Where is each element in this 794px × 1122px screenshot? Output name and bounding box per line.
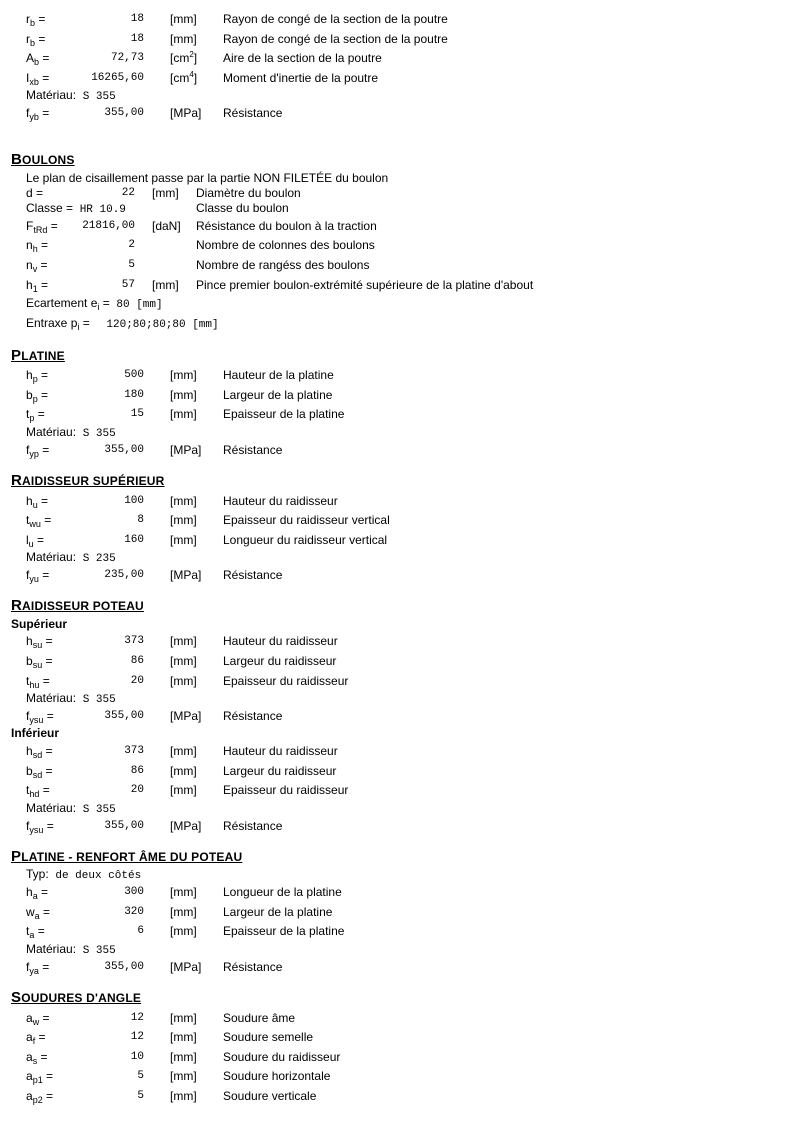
material-label: Matériau: S 235 <box>26 550 116 565</box>
param-value: 120;80;80;80 [mm] <box>106 319 219 331</box>
param-value: 16265,60 <box>91 72 144 84</box>
type-value: de deux côtés <box>55 870 142 882</box>
param-unit: [mm] <box>170 654 197 668</box>
material-row <box>0 691 794 709</box>
param-value: 15 <box>130 408 144 420</box>
param-symbol: $n_h$ = <box>26 238 49 254</box>
param-description: Résistance <box>223 960 283 974</box>
param-symbol: $a_s$ = <box>26 1050 48 1066</box>
param-unit: [MPa] <box>170 819 202 833</box>
param-symbol: $t_{hu}$ = <box>26 674 50 690</box>
param-symbol: $h_{su}$ = <box>26 634 53 650</box>
param-value: 5 <box>137 1090 144 1102</box>
param-row <box>0 51 794 69</box>
param-row <box>0 819 794 837</box>
param-value: 160 <box>124 534 144 546</box>
param-row <box>0 407 794 425</box>
param-symbol: $a_{p1}$ = <box>26 1069 54 1085</box>
material-label: Matériau: S 355 <box>26 425 116 440</box>
param-row <box>0 388 794 406</box>
param-symbol: $a_{p2}$ = <box>26 1089 54 1105</box>
param-value: 18 <box>130 33 144 45</box>
param-symbol: d = <box>26 186 44 200</box>
param-unit: [mm] <box>170 744 197 758</box>
material-value: S 355 <box>82 694 116 706</box>
param-value: 500 <box>124 369 144 381</box>
param-unit: [mm] <box>152 186 179 200</box>
param-value: 86 <box>130 765 144 777</box>
param-row <box>0 960 794 978</box>
param-unit: [mm] <box>170 783 197 797</box>
material-value: S 355 <box>82 428 116 440</box>
param-value: 22 <box>121 187 135 199</box>
param-description: Résistance <box>223 443 283 457</box>
param-symbol: $f_{ysu}$ = <box>26 709 54 725</box>
boulons-note: Le plan de cisaillement passe par la partie NON FILETÉE du boulon <box>26 171 389 185</box>
param-row <box>0 905 794 923</box>
param-value: 355,00 <box>104 107 144 119</box>
param-description: Longueur de la platine <box>223 885 342 899</box>
param-row <box>0 885 794 903</box>
material-label: Matériau: S 355 <box>26 942 116 957</box>
param-value: 6 <box>137 925 144 937</box>
param-value: 300 <box>124 886 144 898</box>
param-row <box>0 1030 794 1048</box>
param-row <box>0 296 794 314</box>
param-unit: [mm] <box>170 1050 197 1064</box>
param-description: Aire de la section de la poutre <box>223 51 382 65</box>
param-row <box>0 1069 794 1087</box>
param-row <box>0 1089 794 1107</box>
param-symbol: $n_v$ = <box>26 258 48 274</box>
param-unit: [mm] <box>170 407 197 421</box>
param-value: 20 <box>130 675 144 687</box>
param-symbol: $r_b$ = <box>26 32 46 48</box>
param-row <box>0 368 794 386</box>
param-row <box>0 654 794 672</box>
material-label: Matériau: S 355 <box>26 88 116 103</box>
param-description: Classe du boulon <box>196 201 289 215</box>
param-symbol: $f_{yp}$ = <box>26 443 50 459</box>
param-unit: [MPa] <box>170 960 202 974</box>
param-unit: [mm] <box>170 1030 197 1044</box>
section-heading-platine-renfort: PLATINE - RENFORT ÂME DU POTEAU <box>11 848 243 865</box>
param-description: Largeur de la platine <box>223 905 333 919</box>
param-unit: [mm] <box>170 764 197 778</box>
param-description: Epaisseur du raidisseur <box>223 674 349 688</box>
material-value: S 355 <box>82 945 116 957</box>
param-symbol: $f_{ysu}$ = <box>26 819 54 835</box>
param-description: Rayon de congé de la section de la poutre <box>223 32 448 46</box>
subheading-superieur: Supérieur <box>11 617 68 631</box>
param-value: 86 <box>130 655 144 667</box>
param-value: 80 [mm] <box>116 299 163 311</box>
param-unit: [mm] <box>170 674 197 688</box>
param-value: 320 <box>124 906 144 918</box>
param-description: Hauteur du raidisseur <box>223 494 338 508</box>
section-heading-raidisseur-superieur: RAIDISSEUR SUPÉRIEUR <box>11 472 165 489</box>
param-symbol: $b_p$ = <box>26 388 49 404</box>
param-unit: [mm] <box>170 924 197 938</box>
param-row <box>0 201 794 219</box>
param-row <box>0 71 794 89</box>
param-value: 2 <box>128 239 135 251</box>
param-row <box>0 674 794 692</box>
param-row <box>0 764 794 782</box>
param-symbol: $t_{hd}$ = <box>26 783 50 799</box>
param-symbol: $h_{sd}$ = <box>26 744 53 760</box>
param-symbol: Classe = HR 10.9 <box>26 201 126 216</box>
param-symbol: $t_a$ = <box>26 924 45 940</box>
param-description: Epaisseur du raidisseur <box>223 783 349 797</box>
param-value: 5 <box>128 259 135 271</box>
param-symbol: $t_p$ = <box>26 407 45 423</box>
param-value: 355,00 <box>104 820 144 832</box>
param-symbol: $I_{xb}$ = <box>26 71 50 87</box>
param-row <box>0 709 794 727</box>
param-symbol: $f_{ya}$ = <box>26 960 50 976</box>
param-row <box>0 12 794 30</box>
material-row <box>0 550 794 568</box>
material-label: Matériau: S 355 <box>26 801 116 816</box>
material-value: S 235 <box>82 553 116 565</box>
param-description: Largeur de la platine <box>223 388 333 402</box>
type-label: Typ: de deux côtés <box>26 867 142 882</box>
param-row <box>0 634 794 652</box>
param-description: Résistance <box>223 709 283 723</box>
param-value: 373 <box>124 745 144 757</box>
param-row <box>0 443 794 461</box>
param-description: Epaisseur de la platine <box>223 407 345 421</box>
param-value: 235,00 <box>104 569 144 581</box>
param-symbol: $r_b$ = <box>26 12 46 28</box>
material-row <box>0 425 794 443</box>
param-description: Résistance <box>223 819 283 833</box>
section-heading-boulons: BOULONS <box>11 151 75 168</box>
section-heading-soudures: SOUDURES D'ANGLE <box>11 989 142 1006</box>
param-value: 355,00 <box>104 961 144 973</box>
subheading-inferieur: Inférieur <box>11 726 60 740</box>
param-description: Largeur du raidisseur <box>223 654 337 668</box>
param-row <box>0 278 794 296</box>
param-unit: [mm] <box>170 12 197 26</box>
param-symbol: $a_w$ = <box>26 1011 50 1027</box>
param-description: Hauteur de la platine <box>223 368 334 382</box>
param-value: 12 <box>130 1012 144 1024</box>
param-unit: [mm] <box>170 533 197 547</box>
material-row <box>0 942 794 960</box>
param-row <box>0 568 794 586</box>
param-symbol: $h_1$ = <box>26 278 49 294</box>
param-description: Hauteur du raidisseur <box>223 634 338 648</box>
param-unit: [mm] <box>152 278 179 292</box>
param-description: Soudure semelle <box>223 1030 314 1044</box>
material-row <box>0 88 794 106</box>
param-row <box>0 744 794 762</box>
param-row <box>0 924 794 942</box>
param-symbol: $w_a$ = <box>26 905 51 921</box>
param-unit: [mm] <box>170 513 197 527</box>
param-unit: [mm] <box>170 494 197 508</box>
param-symbol: $A_b$ = <box>26 51 50 67</box>
param-description: Nombre de colonnes des boulons <box>196 238 375 252</box>
param-row <box>0 238 794 256</box>
param-symbol: Entraxe $p_i$ = 120;80;80;80 [mm] <box>26 316 219 332</box>
param-value: 12 <box>130 1031 144 1043</box>
param-row <box>0 783 794 801</box>
param-symbol: $h_a$ = <box>26 885 49 901</box>
param-unit: [mm] <box>170 1011 197 1025</box>
param-value: 180 <box>124 389 144 401</box>
param-unit: [mm] <box>170 905 197 919</box>
param-row <box>0 1050 794 1068</box>
param-row <box>0 494 794 512</box>
material-row <box>0 801 794 819</box>
param-unit: [mm] <box>170 634 197 648</box>
param-row <box>0 316 794 334</box>
material-label: Matériau: S 355 <box>26 691 116 706</box>
bolt-class-value: HR 10.9 <box>79 204 126 216</box>
param-description: Soudure âme <box>223 1011 296 1025</box>
param-value: 373 <box>124 635 144 647</box>
section-heading-raidisseur-poteau: RAIDISSEUR POTEAU <box>11 597 144 614</box>
param-unit: [mm] <box>170 388 197 402</box>
param-description: Soudure verticale <box>223 1089 317 1103</box>
param-symbol: $h_u$ = <box>26 494 49 510</box>
param-description: Soudure horizontale <box>223 1069 331 1083</box>
param-symbol: $t_{wu}$ = <box>26 513 52 529</box>
param-row <box>0 513 794 531</box>
param-description: Longueur du raidisseur vertical <box>223 533 388 547</box>
material-value: S 355 <box>82 804 116 816</box>
param-description: Résistance <box>223 106 283 120</box>
param-value: 18 <box>130 13 144 25</box>
param-value: 20 <box>130 784 144 796</box>
param-row <box>0 533 794 551</box>
param-unit: [MPa] <box>170 709 202 723</box>
param-value: 57 <box>121 279 135 291</box>
param-symbol: $F_{tRd}$ = <box>26 219 58 235</box>
param-unit: $[cm^2]$ <box>170 50 198 65</box>
param-unit: [mm] <box>170 1089 197 1103</box>
param-description: Nombre de rangéss des boulons <box>196 258 370 272</box>
param-row <box>0 1011 794 1029</box>
param-symbol: $b_{su}$ = <box>26 654 53 670</box>
section-heading-platine: PLATINE <box>11 347 65 364</box>
param-row <box>0 106 794 124</box>
param-value: 100 <box>124 495 144 507</box>
param-description: Largeur du raidisseur <box>223 764 337 778</box>
param-row <box>0 32 794 50</box>
param-unit: [MPa] <box>170 568 202 582</box>
param-description: Pince premier boulon-extrémité supérieure de la platine d'about <box>196 278 534 292</box>
param-symbol: $h_p$ = <box>26 368 49 384</box>
param-unit: [MPa] <box>170 443 202 457</box>
param-description: Epaisseur de la platine <box>223 924 345 938</box>
param-description: Hauteur du raidisseur <box>223 744 338 758</box>
param-symbol: $f_{yu}$ = <box>26 568 50 584</box>
param-value: 21816,00 <box>82 220 135 232</box>
param-unit: [mm] <box>170 885 197 899</box>
param-unit: [mm] <box>170 1069 197 1083</box>
param-description: Soudure du raidisseur <box>223 1050 341 1064</box>
param-unit: [MPa] <box>170 106 202 120</box>
param-description: Diamètre du boulon <box>196 186 301 200</box>
param-description: Résistance <box>223 568 283 582</box>
param-symbol: Ecartement $e_i = 80$ [mm] <box>26 296 163 312</box>
param-symbol: $a_f$ = <box>26 1030 46 1046</box>
param-description: Moment d'inertie de la poutre <box>223 71 379 85</box>
param-unit: [daN] <box>152 219 181 233</box>
param-value: 72,73 <box>110 52 144 64</box>
param-description: Rayon de congé de la section de la poutre <box>223 12 448 26</box>
param-value: 355,00 <box>104 710 144 722</box>
param-description: Résistance du boulon à la traction <box>196 219 377 233</box>
param-value: 10 <box>130 1051 144 1063</box>
param-unit: $[cm^4]$ <box>170 70 198 85</box>
type-row <box>0 867 794 885</box>
param-row <box>0 258 794 276</box>
param-value: 8 <box>137 514 144 526</box>
param-value: 5 <box>137 1070 144 1082</box>
param-row <box>0 219 794 237</box>
param-symbol: $l_u$ = <box>26 533 45 549</box>
param-symbol: $b_{sd}$ = <box>26 764 53 780</box>
param-value: 355,00 <box>104 444 144 456</box>
material-value: S 355 <box>82 91 116 103</box>
param-unit: [mm] <box>170 368 197 382</box>
param-symbol: $f_{yb}$ = <box>26 106 50 122</box>
param-description: Epaisseur du raidisseur vertical <box>223 513 390 527</box>
param-unit: [mm] <box>170 32 197 46</box>
